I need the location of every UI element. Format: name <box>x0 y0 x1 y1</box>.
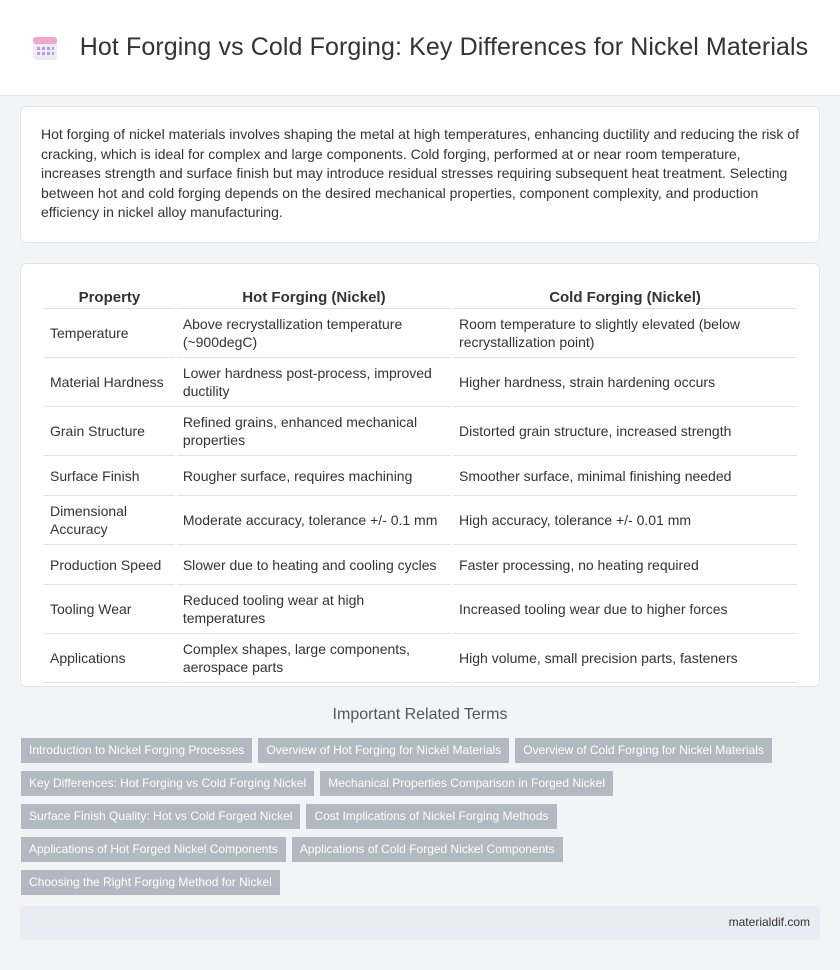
table-row <box>44 407 797 456</box>
cell-property: Applications <box>44 634 175 683</box>
header-cold-forging: Cold Forging (Nickel) <box>453 282 797 309</box>
cell-hot: Slower due to heating and cooling cycles <box>177 545 451 585</box>
cell-cold: High volume, small precision parts, fasteners <box>453 634 797 683</box>
cell-hot: Lower hardness post-process, improved ductility <box>177 358 451 407</box>
related-term-link[interactable]: Choosing the Right Forging Method for Nickel <box>21 870 280 895</box>
table-row <box>44 545 797 585</box>
cell-cold: High accuracy, tolerance +/- 0.01 mm <box>453 496 797 545</box>
cell-hot: Rougher surface, requires machining <box>177 456 451 496</box>
cell-hot: Moderate accuracy, tolerance +/- 0.1 mm <box>177 496 451 545</box>
related-terms-list <box>21 738 821 903</box>
related-term-link[interactable]: Surface Finish Quality: Hot vs Cold Forged Nickel <box>21 804 300 829</box>
table-row <box>44 358 797 407</box>
cell-cold: Higher hardness, strain hardening occurs <box>453 358 797 407</box>
table-row <box>44 496 797 545</box>
comparison-table <box>42 282 799 683</box>
cell-property: Surface Finish <box>44 456 175 496</box>
calendar-icon <box>32 35 58 61</box>
related-term-link[interactable]: Applications of Hot Forged Nickel Components <box>21 837 286 862</box>
related-term-link[interactable]: Cost Implications of Nickel Forging Methods <box>306 804 556 829</box>
table-row <box>44 634 797 683</box>
related-term-link[interactable]: Applications of Cold Forged Nickel Components <box>292 837 563 862</box>
cell-property: Dimensional Accuracy <box>44 496 175 545</box>
cell-property: Temperature <box>44 309 175 358</box>
header-hot-forging: Hot Forging (Nickel) <box>177 282 451 309</box>
cell-property: Production Speed <box>44 545 175 585</box>
related-term-link[interactable]: Overview of Cold Forging for Nickel Materials <box>515 738 772 763</box>
table-row <box>44 585 797 634</box>
cell-hot: Reduced tooling wear at high temperatures <box>177 585 451 634</box>
cell-cold: Faster processing, no heating required <box>453 545 797 585</box>
cell-hot: Complex shapes, large components, aerospace parts <box>177 634 451 683</box>
page-footer <box>20 906 820 940</box>
header-property: Property <box>44 282 175 309</box>
cell-hot: Above recrystallization temperature (~900degC) <box>177 309 451 358</box>
cell-cold: Smoother surface, minimal finishing needed <box>453 456 797 496</box>
table-row <box>44 309 797 358</box>
table-header-row <box>44 282 797 309</box>
table-row <box>44 456 797 496</box>
cell-property: Grain Structure <box>44 407 175 456</box>
related-term-link[interactable]: Overview of Hot Forging for Nickel Materials <box>258 738 509 763</box>
cell-property: Material Hardness <box>44 358 175 407</box>
related-term-link[interactable]: Key Differences: Hot Forging vs Cold Forging Nickel <box>21 771 314 796</box>
cell-property: Tooling Wear <box>44 585 175 634</box>
intro-text: Hot forging of nickel materials involves shaping the metal at high temperatures, enhancing ductility and reducing the risk of cracking, which is ideal for complex and large components. Cold forging, performed at or near room temperature, increases strength and surface finish but may introduce residual stresses requiring subsequent heat treatment. Selecting between hot and cold forging depends on the desired mechanical properties, component complexity, and production efficiency in nickel alloy manufacturing. <box>41 126 799 221</box>
cell-cold: Distorted grain structure, increased strength <box>453 407 797 456</box>
page-header <box>0 0 840 96</box>
intro-card <box>20 106 820 243</box>
comparison-card <box>20 263 820 687</box>
footer-site-link[interactable]: materialdif.com <box>728 915 810 929</box>
cell-cold: Room temperature to slightly elevated (below recrystallization point) <box>453 309 797 358</box>
related-term-link[interactable]: Mechanical Properties Comparison in Forged Nickel <box>320 771 613 796</box>
cell-cold: Increased tooling wear due to higher forces <box>453 585 797 634</box>
related-term-link[interactable]: Introduction to Nickel Forging Processes <box>21 738 252 763</box>
cell-hot: Refined grains, enhanced mechanical properties <box>177 407 451 456</box>
page-title: Hot Forging vs Cold Forging: Key Differences for Nickel Materials <box>79 33 809 61</box>
related-terms-title: Important Related Terms <box>332 706 508 723</box>
